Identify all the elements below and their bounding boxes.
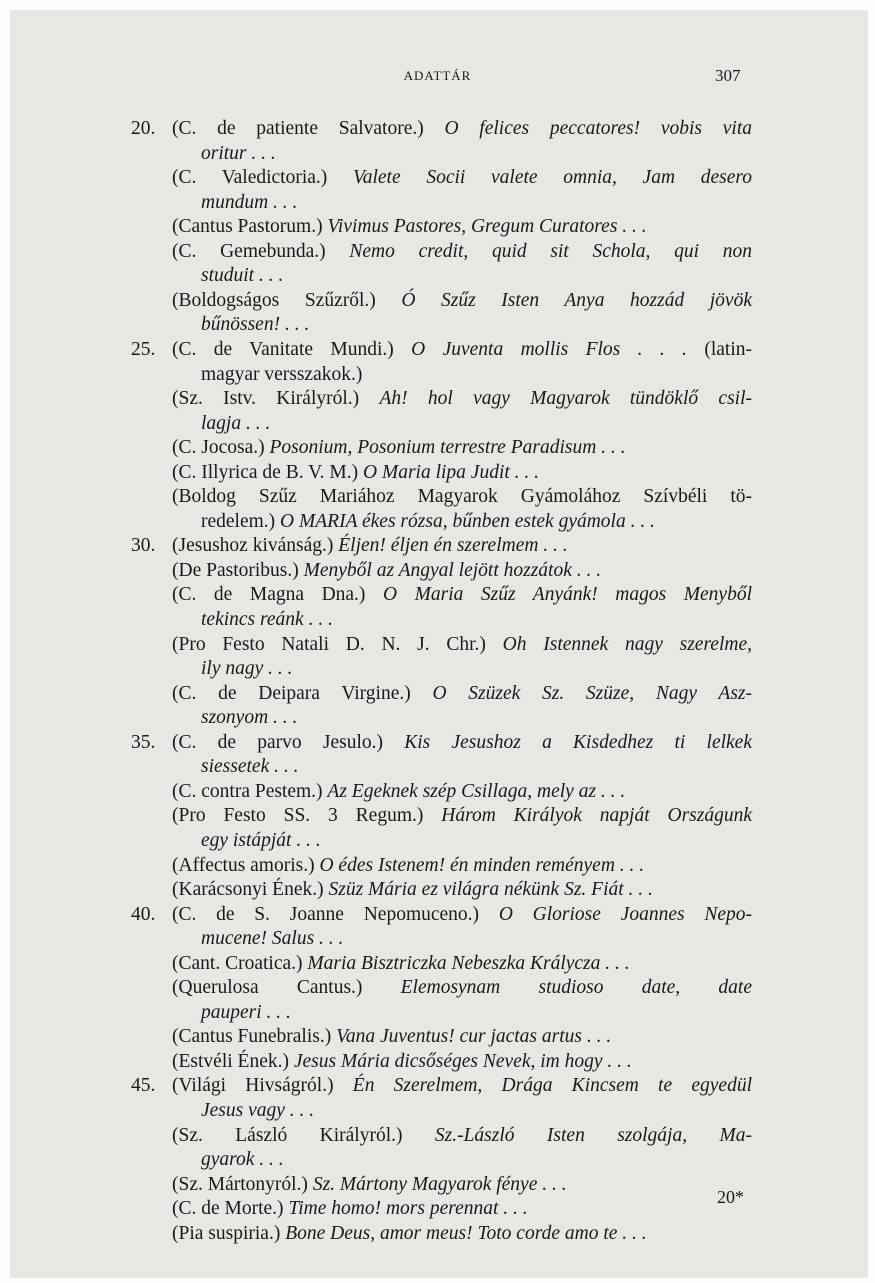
entry-incipit: Kis Jesushoz a Kisdedhez ti lelkek bbox=[404, 732, 752, 753]
entry-incipit: Maria Bisztriczka Nebeszka Králycza . . . bbox=[307, 953, 630, 974]
entry-line bbox=[201, 829, 753, 853]
entry-line bbox=[172, 633, 752, 657]
entry-incipit: Posonium, Posonium terrestre Paradisum . . . bbox=[269, 437, 626, 458]
entry-line bbox=[172, 1222, 752, 1246]
entry-incipit: Jesus Mária dicsőséges Nevek, im hogy . . . bbox=[293, 1051, 632, 1072]
entry-incipit: Ah! hol vagy Magyarok tündöklő csil- bbox=[379, 388, 752, 409]
entry-incipit: studuit . . . bbox=[201, 265, 284, 286]
entry-line bbox=[201, 755, 753, 779]
entry-incipit: tekincs reánk . . . bbox=[201, 609, 333, 630]
entry-line bbox=[201, 608, 753, 632]
entry-line bbox=[172, 1173, 752, 1197]
entry-line bbox=[172, 878, 752, 902]
entry-incipit: O Maria lipa Judit . . . bbox=[363, 462, 540, 483]
entry-title: (Querulosa Cantus.) bbox=[172, 977, 401, 998]
entry-title: (C. de Morte.) bbox=[172, 1198, 289, 1219]
entry-line bbox=[201, 191, 753, 215]
entry-incipit: Bone Deus, amor meus! Toto corde amo te . . . bbox=[285, 1223, 647, 1244]
entry-incipit: Ó Szűz Isten Anya hozzád jövök bbox=[401, 290, 752, 311]
entry-title: (Sz. Mártonyról.) bbox=[172, 1174, 313, 1195]
entry-incipit: O MARIA ékes rózsa, bűnben estek gyámola . . . bbox=[280, 511, 655, 532]
entry-line bbox=[172, 240, 752, 264]
entry-line bbox=[172, 780, 752, 804]
entry-incipit: Oh Istennek nagy szerelme, bbox=[502, 634, 752, 655]
entry-incipit: gyarok . . . bbox=[201, 1149, 284, 1170]
entry-incipit: mundum . . . bbox=[201, 192, 298, 213]
entry-line bbox=[172, 903, 752, 927]
entry-title: (Affectus amoris.) bbox=[172, 855, 320, 876]
entry-incipit: pauperi . . . bbox=[201, 1002, 291, 1023]
entry-title: (Boldogságos Szűzről.) bbox=[172, 290, 402, 311]
entry-number: 35. bbox=[131, 732, 156, 753]
entry-incipit: O Juventa mollis Flos . . . bbox=[411, 339, 687, 360]
entry-line bbox=[201, 657, 753, 681]
entry-line bbox=[201, 927, 753, 951]
entry-number: 20. bbox=[131, 118, 156, 139]
entry-line bbox=[201, 363, 753, 387]
entry-incipit: Szüz Mária ez világra nékünk Sz. Fiát . . . bbox=[328, 879, 653, 900]
entry-line bbox=[172, 387, 752, 411]
entry-title: (Pro Festo Natali D. N. J. Chr.) bbox=[172, 634, 503, 655]
entry-line bbox=[201, 510, 753, 534]
entry-title: (C. de Magna Dna.) bbox=[172, 584, 383, 605]
entry-title: (C. contra Pestem.) bbox=[172, 781, 328, 802]
entry-title: (C. de patiente Salvatore.) bbox=[172, 118, 445, 139]
entry-incipit: O édes Istenem! én minden reményem . . . bbox=[319, 855, 645, 876]
entry-line bbox=[172, 215, 752, 239]
entry-incipit: Valete Socii valete omnia, Jam desero bbox=[352, 167, 752, 188]
entry-number: 30. bbox=[131, 535, 156, 556]
entry-line bbox=[172, 1050, 752, 1074]
entry-line bbox=[172, 436, 752, 460]
entry-incipit: Én Szerelmem, Drága Kincsem te egyedül bbox=[352, 1075, 752, 1096]
entry-incipit: Sz. Mártony Magyarok fénye . . . bbox=[312, 1174, 567, 1195]
entry-incipit: Jesus vagy . . . bbox=[201, 1100, 315, 1121]
entry-line bbox=[172, 976, 752, 1000]
entry-line bbox=[172, 1025, 752, 1049]
entry-incipit: Az Egeknek szép Csillaga, mely az . . . bbox=[327, 781, 626, 802]
entry-number: 25. bbox=[131, 339, 156, 360]
entry-title: (Cantus Pastorum.) bbox=[172, 216, 328, 237]
entry-incipit: O Maria Szűz Anyánk! magos Menyből bbox=[382, 584, 752, 605]
entry-title: (C. de S. Joanne Nepomuceno.) bbox=[172, 904, 499, 925]
entry-incipit: bűnössen! . . . bbox=[201, 314, 310, 335]
entry-incipit: O felices peccatores! vobis vita bbox=[444, 118, 752, 139]
entry-title: (Pro Festo SS. 3 Regum.) bbox=[172, 805, 442, 826]
entry-incipit: mucene! Salus . . . bbox=[201, 928, 344, 949]
entry-title: (C. Gemebunda.) bbox=[172, 241, 350, 262]
entry-title: (Pia suspiria.) bbox=[172, 1223, 286, 1244]
entry-incipit: ily nagy . . . bbox=[201, 658, 293, 679]
entry-line bbox=[172, 166, 752, 190]
entry-incipit: Nemo credit, quid sit Schola, qui non bbox=[349, 241, 752, 262]
entry-line bbox=[172, 461, 752, 485]
entry-title: (C. Jocosa.) bbox=[172, 437, 270, 458]
entry-line bbox=[201, 1099, 753, 1123]
entry-incipit: Menyből az Angyal lejött hozzátok . . . bbox=[303, 560, 602, 581]
entry-title: (C. de Vanitate Mundi.) bbox=[172, 339, 412, 360]
entry-title: (Jesushoz kivánság.) bbox=[172, 535, 339, 556]
entry-incipit: Vana Juventus! cur jactas artus . . . bbox=[336, 1026, 612, 1047]
entry-incipit: Éljen! éljen én szerelmem . . . bbox=[338, 535, 568, 556]
entry-line bbox=[172, 583, 752, 607]
entry-incipit: Három Királyok napját Országunk bbox=[441, 805, 752, 826]
entry-line bbox=[172, 289, 752, 313]
entry-title: (Estvéli Ének.) bbox=[172, 1051, 294, 1072]
entry-incipit: Elemosynam studioso date, date bbox=[400, 977, 752, 998]
entry-title: (C. Illyrica de B. V. M.) bbox=[172, 462, 364, 483]
entry-incipit: szonyom . . . bbox=[201, 707, 298, 728]
entry-number: 45. bbox=[131, 1075, 156, 1096]
entry-line bbox=[172, 485, 752, 509]
entry-line bbox=[172, 682, 752, 706]
entry-incipit: egy istápját . . . bbox=[201, 830, 321, 851]
entry-line bbox=[172, 559, 752, 583]
entry-title: (Cant. Croatica.) bbox=[172, 953, 308, 974]
entry-incipit: Sz.-László Isten szolgája, Ma- bbox=[434, 1125, 752, 1146]
entry-line bbox=[201, 142, 753, 166]
entry-title: (Sz. László Királyról.) bbox=[172, 1125, 435, 1146]
entry-incipit: Vivimus Pastores, Gregum Curatores . . . bbox=[327, 216, 647, 237]
entry-incipit: siessetek . . . bbox=[201, 756, 299, 777]
entry-incipit: O Szüzek Sz. Szüze, Nagy Asz- bbox=[432, 683, 752, 704]
entry-incipit: oritur . . . bbox=[201, 143, 276, 164]
signature-mark: 20* bbox=[717, 1187, 744, 1207]
entry-line bbox=[172, 1074, 752, 1098]
entry-line bbox=[172, 854, 752, 878]
entry-line bbox=[201, 1001, 753, 1025]
entry-line bbox=[172, 117, 752, 141]
entry-number: 40. bbox=[131, 904, 156, 925]
entry-title: (Sz. Istv. Királyról.) bbox=[172, 388, 380, 409]
entry-incipit: Time homo! mors perennat . . . bbox=[288, 1198, 528, 1219]
entry-line bbox=[172, 804, 752, 828]
entry-title: (C. de Deipara Virgine.) bbox=[172, 683, 433, 704]
entry-title: (Karácsonyi Ének.) bbox=[172, 879, 329, 900]
entry-title: redelem.) bbox=[201, 511, 281, 532]
entry-line bbox=[172, 1197, 752, 1221]
entry-title: (C. de parvo Jesulo.) bbox=[172, 732, 405, 753]
entry-line bbox=[172, 952, 752, 976]
entry-note: (latin- bbox=[686, 339, 752, 360]
entry-line bbox=[172, 338, 752, 362]
entry-line bbox=[172, 731, 752, 755]
entry-line bbox=[201, 706, 753, 730]
entry-title: (Világi Hivságról.) bbox=[172, 1075, 353, 1096]
entry-title: (Cantus Funebralis.) bbox=[172, 1026, 337, 1047]
entry-title: (De Pastoribus.) bbox=[172, 560, 304, 581]
entry-title: (C. Valedictoria.) bbox=[172, 167, 353, 188]
entry-incipit: O Gloriose Joannes Nepo- bbox=[498, 904, 752, 925]
running-header: ADATTÁR bbox=[403, 68, 472, 83]
entry-title: (Boldog Szűz Mariához Magyarok Gyámolához Szívbéli tö- bbox=[172, 486, 752, 507]
entry-title: magyar versszakok.) bbox=[201, 364, 363, 385]
entry-line bbox=[201, 1148, 753, 1172]
entry-line bbox=[172, 534, 752, 558]
entry-line bbox=[201, 264, 753, 288]
entry-incipit: lagja . . . bbox=[201, 413, 271, 434]
entry-line bbox=[172, 1124, 752, 1148]
entry-line bbox=[201, 412, 753, 436]
page-number: 307 bbox=[715, 66, 741, 85]
entry-line bbox=[201, 313, 753, 337]
